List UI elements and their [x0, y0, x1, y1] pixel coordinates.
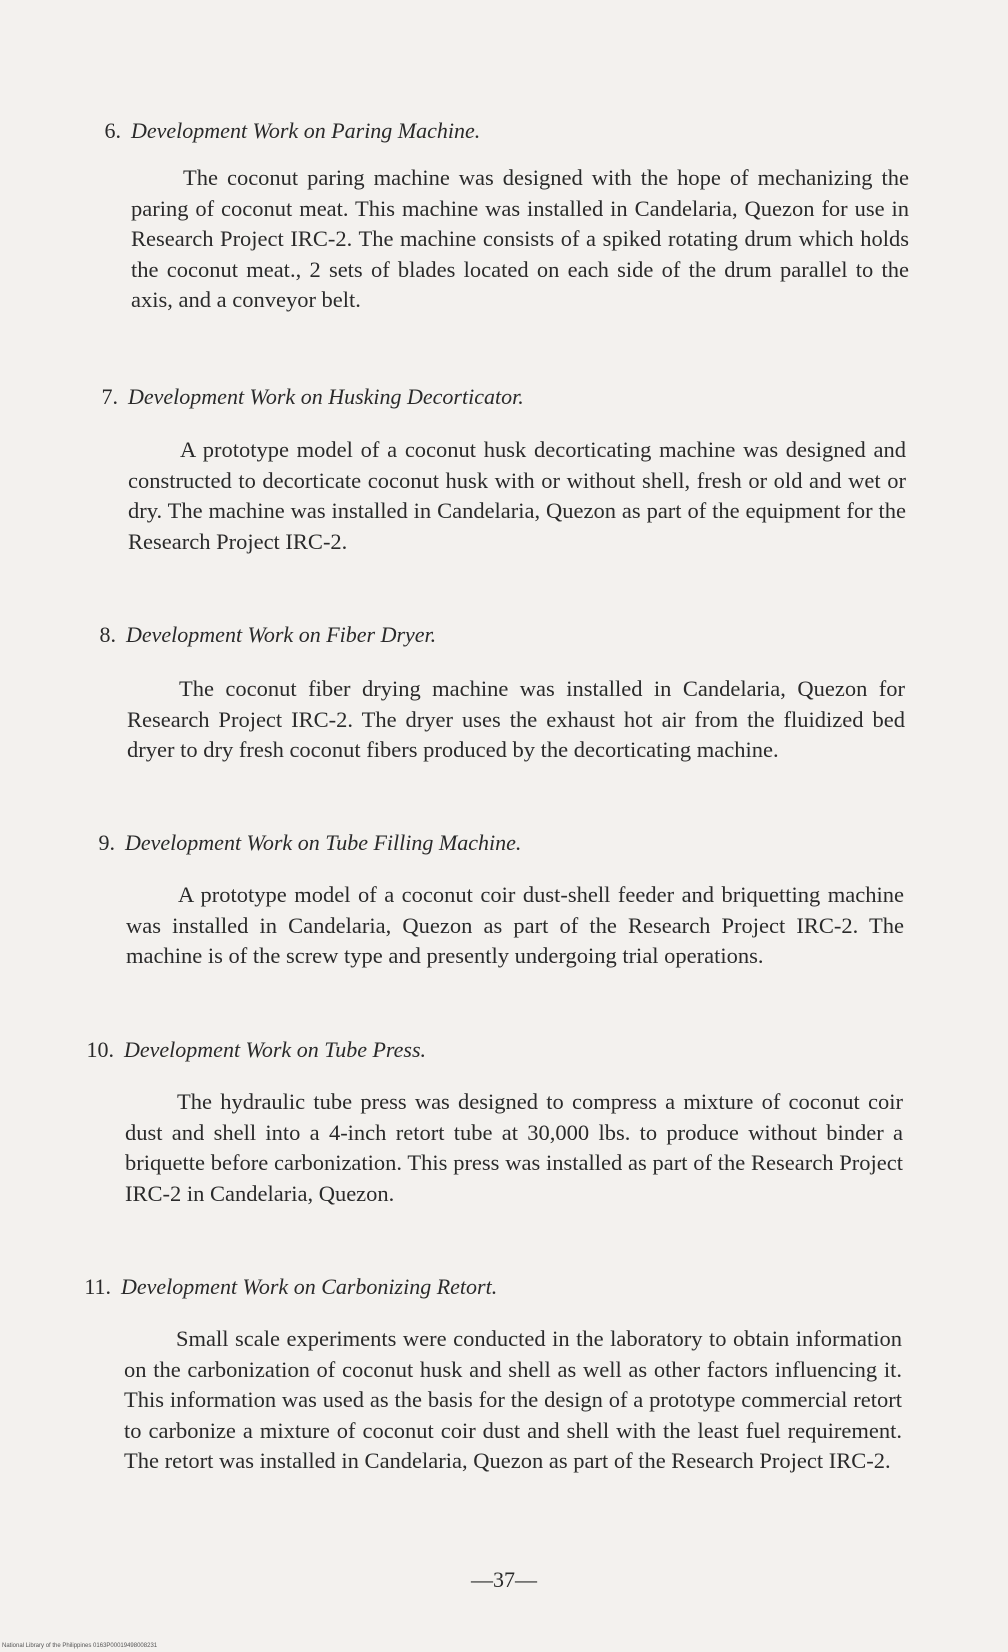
section-heading	[78, 621, 436, 649]
section-title: Development Work on Husking Decorticator.	[128, 384, 524, 409]
section-paragraph: The coconut fiber drying machine was installed in Candelaria, Quezon for Research Project IRC-2. The dryer uses the exhaust hot air from the fluidized bed dryer to dry fresh coconut fibers produced by the decorticating machine.	[127, 676, 905, 762]
section-heading	[73, 1273, 497, 1301]
section-paragraph: The coconut paring machine was designed with the hope of mechanizing the paring of coconut meat. This machine was installed in Candelaria, Quezon for use in Research Project IRC-2. The machine consists of a spiked rotating drum which holds the coconut meat., 2 sets of blades located on each side of the drum parallel to the axis, and a conveyor belt.	[131, 165, 909, 312]
section-title: Development Work on Tube Filling Machine.	[125, 830, 522, 855]
section-title: Development Work on Carbonizing Retort.	[121, 1274, 498, 1299]
section-number: 6.	[104, 118, 121, 143]
archive-footer-note: National Library of the Philippines 0163P00019498008231	[2, 1643, 158, 1649]
section-title: Development Work on Paring Machine.	[131, 118, 481, 143]
section-title: Development Work on Fiber Dryer.	[126, 622, 437, 647]
section-heading	[76, 1036, 426, 1064]
section-number: 10.	[86, 1037, 114, 1062]
section-number: 11.	[84, 1274, 111, 1299]
section-heading	[80, 383, 524, 411]
section-number: 7.	[101, 384, 118, 409]
page-number: —37—	[471, 1567, 537, 1592]
section-heading	[83, 117, 480, 145]
section-number: 9.	[98, 830, 115, 855]
section-heading	[77, 829, 521, 857]
section-paragraph: The hydraulic tube press was designed to compress a mixture of coconut coir dust and shell into a 4-inch retort tube at 30,000 lbs. to produce without binder a briquette before carbonization. This press was installed as part of the Research Project IRC-2 in Candelaria, Quezon.	[125, 1089, 903, 1206]
section-paragraph: Small scale experiments were conducted in the laboratory to obtain information on the carbonization of coconut husk and shell as well as other factors influencing it. This information was used as the basis for the design of a prototype commercial retort to carbonize a mixture of coconut coir dust and shell with the least fuel requirement. The retort was installed in Candelaria, Quezon as part of the Research Project IRC-2.	[124, 1326, 902, 1473]
section-paragraph: A prototype model of a coconut coir dust-shell feeder and briquetting machine was installed in Candelaria, Quezon as part of the Research Project IRC-2. The machine is of the screw type and presently undergoing trial operations.	[126, 882, 904, 968]
section-number: 8.	[99, 622, 116, 647]
section-paragraph: A prototype model of a coconut husk decorticating machine was designed and constructed to decorticate coconut husk with or without shell, fresh or old and wet or dry. The machine was installed in Candelaria, Quezon as part of the equipment for the Research Project IRC-2.	[128, 437, 906, 554]
section-title: Development Work on Tube Press.	[124, 1037, 427, 1062]
